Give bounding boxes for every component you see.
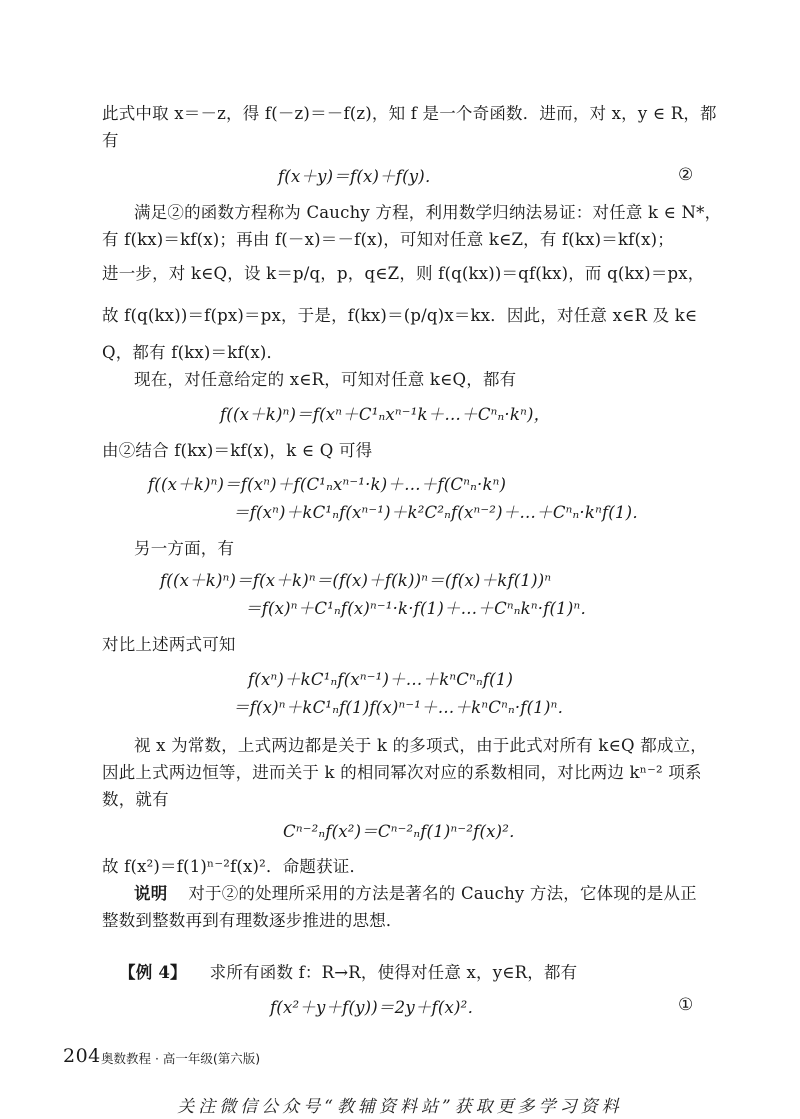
text-line-4: 有 f(kx)＝kf(x)；再由 f(－x)＝－f(x)，可知对任意 k∈Z，有 f(kx)＝kf(x)；: [102, 230, 674, 249]
text-line-8: 现在，对任意给定的 x∈R，可知对任意 k∈Q，都有: [134, 370, 517, 389]
equation-3-line-2: ＝f(xⁿ)＋kC¹ₙf(xⁿ⁻¹)＋k²C²ₙf(xⁿ⁻²)＋…＋Cⁿₙ·kⁿf(1)．: [233, 503, 649, 522]
note-label: 说明: [134, 884, 168, 903]
text-line-3: 满足②的函数方程称为 Cauchy 方程，利用数学归纳法易证：对任意 k ∈ N*，: [134, 203, 722, 222]
book-title: 奥数教程 · 高一年级(第六版): [101, 1051, 261, 1066]
text-line-2: 有: [102, 131, 119, 150]
equation-1: f(x²＋y＋f(y))＝2y＋f(x)²．: [270, 998, 485, 1017]
text-line-11: 对比上述两式可知: [102, 635, 236, 654]
page-number: 204: [63, 1045, 101, 1067]
text-line-6: 故 f(q(kx))＝f(px)＝px，于是，f(kx)＝(p/q)x＝kx．因此，对任意 x∈R 及 k∈: [102, 306, 698, 325]
text-line-7: Q，都有 f(kx)＝kf(x)．: [102, 343, 284, 362]
equation-5-line-2: ＝f(x)ⁿ＋kC¹ₙf(1)f(x)ⁿ⁻¹＋…＋kⁿCⁿₙ·f(1)ⁿ．: [233, 698, 575, 717]
text-line-14: 数，就有: [102, 790, 169, 809]
text-line-12: 视 x 为常数，上式两边都是关于 k 的多项式，由于此式对所有 k∈Q 都成立，: [134, 736, 708, 755]
text-line-13: 因此上式两边恒等，进而关于 k 的相同幂次对应的系数相同，对比两边 kⁿ⁻² 项系: [102, 763, 702, 782]
watermark-text: 关注微信公众号“教辅资料站”获取更多学习资料: [177, 1097, 623, 1117]
equation-4-line-1: f((x＋k)ⁿ)＝f(x＋k)ⁿ＝(f(x)＋f(k))ⁿ＝(f(x)＋kf(1))ⁿ: [160, 571, 552, 590]
equation-expansion: f((x＋k)ⁿ)＝f(xⁿ＋C¹ₙxⁿ⁻¹k＋…＋Cⁿₙ·kⁿ)，: [220, 405, 551, 424]
equation-5-line-1: f(xⁿ)＋kC¹ₙf(xⁿ⁻¹)＋…＋kⁿCⁿₙf(1): [248, 670, 514, 689]
equation-6: Cⁿ⁻²ₙf(x²)＝Cⁿ⁻²ₙf(1)ⁿ⁻²f(x)²．: [283, 822, 526, 841]
equation-number-1: ①: [678, 995, 694, 1015]
note-line-1: [134, 883, 697, 905]
equation-2: f(x＋y)＝f(x)＋f(y)．: [278, 167, 442, 186]
note-text-1: 对于②的处理所采用的方法是著名的 Cauchy 方法，它体现的是从正: [188, 884, 697, 903]
example-label: 【例 4】: [119, 963, 187, 982]
example-text: 求所有函数 f：R→R，使得对任意 x，y∈R，都有: [209, 963, 578, 982]
equation-3-line-1: f((x＋k)ⁿ)＝f(xⁿ)＋f(C¹ₙxⁿ⁻¹·k)＋…＋f(Cⁿₙ·kⁿ): [148, 475, 507, 494]
equation-4-line-2: ＝f(x)ⁿ＋C¹ₙf(x)ⁿ⁻¹·k·f(1)＋…＋Cⁿₙkⁿ·f(1)ⁿ．: [245, 599, 598, 618]
text-line-5: 进一步，对 k∈Q，设 k＝p/q，p，q∈Z，则 f(q(kx))＝qf(kx)，而 q(kx)＝px，: [102, 264, 705, 283]
equation-number-2: ②: [678, 165, 694, 185]
text-line-15: 故 f(x²)＝f(1)ⁿ⁻²f(x)²．命题获证．: [102, 857, 367, 876]
text-line-1: 此式中取 x＝－z，得 f(－z)＝－f(z)，知 f 是一个奇函数．进而，对 x，y ∈ R，都: [102, 104, 717, 123]
text-line-9: 由②结合 f(kx)＝kf(x)，k ∈ Q 可得: [102, 441, 373, 460]
example-heading: [119, 962, 577, 984]
text-line-10: 另一方面，有: [134, 539, 235, 558]
note-line-2: 整数到整数再到有理数逐步推进的思想．: [102, 911, 403, 930]
